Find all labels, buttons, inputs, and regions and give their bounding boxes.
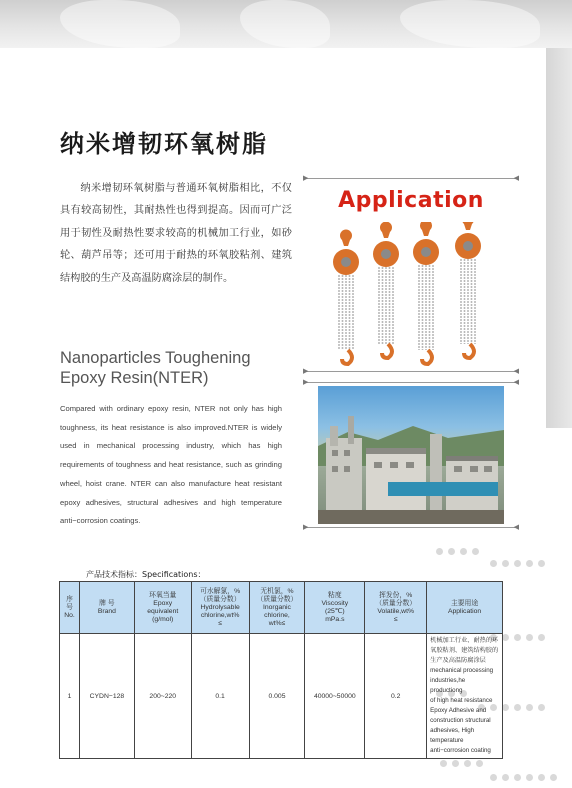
arrow-right-icon: ▶ [303, 174, 309, 182]
application-line: 机械加工行业、耐热的环 [430, 637, 499, 644]
decorative-dot [460, 548, 467, 555]
world-map-decoration [240, 0, 330, 48]
table-header-row [60, 582, 503, 634]
cell-brand: CYDN−128 [79, 634, 134, 759]
application-line: of high heat resistance [430, 697, 493, 704]
decorative-dot [464, 760, 471, 767]
arrow-right-icon: ▶ [303, 367, 309, 375]
header-line: Brand [97, 607, 116, 615]
application-image [318, 180, 504, 368]
header-line: Application [447, 607, 482, 615]
table-row [60, 634, 503, 759]
decorative-dot [514, 774, 521, 781]
decorative-dot [550, 774, 557, 781]
header-line: Inorganic [262, 603, 291, 611]
decorative-dot [502, 774, 509, 781]
header-line: 挥发份，% [379, 591, 413, 599]
cell-volatile: 0.2 [365, 634, 427, 759]
decorative-dot [526, 560, 533, 567]
header-line: (g/mol) [152, 615, 174, 623]
arrow-left-icon: ◀ [513, 174, 519, 182]
decorative-dot [502, 634, 509, 641]
header-line: (25℃) [324, 607, 345, 615]
header-volatile [365, 582, 427, 634]
header-line: （质量分数） [375, 599, 417, 607]
header-hydrolysable-chlorine [191, 582, 249, 634]
world-map-decoration [60, 0, 180, 48]
decorative-dot [514, 634, 521, 641]
header-line: No. [64, 611, 75, 619]
header-viscosity [305, 582, 365, 634]
header-line: chlorine, [264, 611, 290, 619]
header-line: ≤ [393, 615, 398, 623]
cell-epoxy: 200~220 [134, 634, 191, 759]
decorative-dot [514, 704, 521, 711]
header-line: 可水解氯，% [200, 587, 241, 595]
application-line: adhesives, High temperature [430, 727, 475, 744]
arrow-left-icon: ◀ [513, 367, 519, 375]
header-epoxy-equivalent [134, 582, 191, 634]
application-image-title: Application [338, 188, 484, 213]
header-line: 号 [66, 603, 73, 611]
arrow-right-icon: ▶ [303, 523, 309, 531]
arrow-left-icon: ◀ [513, 523, 519, 531]
decorative-dot [440, 760, 447, 767]
header-line: equivalent [147, 607, 179, 615]
header-line: 粘度 [328, 591, 342, 599]
application-line: anti−corrosion coating [430, 747, 491, 754]
decorative-dot [538, 774, 545, 781]
cell-hydrolysable: 0.1 [191, 634, 249, 759]
header-brand [79, 582, 134, 634]
decorative-dot [490, 774, 497, 781]
application-line: 生产及高温防腐涂层 [430, 657, 486, 664]
side-decoration-strip [546, 48, 572, 428]
decorative-dot [476, 760, 483, 767]
decorative-dot [502, 704, 509, 711]
decorative-dot [490, 560, 497, 567]
header-line: 牌 号 [99, 599, 115, 607]
world-map-decoration [400, 0, 540, 48]
header-line: Viscosity [321, 599, 349, 607]
specifications-table [59, 581, 503, 759]
decorative-dot [526, 704, 533, 711]
header-no [60, 582, 80, 634]
cell-application [427, 634, 503, 759]
decorative-dot [472, 548, 479, 555]
header-line: Epoxy [153, 599, 173, 607]
hoist-crane-illustration [318, 222, 504, 372]
specifications-label: 产品技术指标：Specifications： [86, 570, 206, 579]
header-background [0, 0, 572, 48]
decorative-dot [538, 704, 545, 711]
header-line: Hydrolysable [200, 603, 240, 611]
decorative-dot [452, 760, 459, 767]
header-line: 序 [66, 595, 73, 603]
arrow-left-icon: ◀ [513, 378, 519, 386]
decorative-dot [502, 560, 509, 567]
application-line: 氧胶粘剂、建筑结构胶的 [430, 647, 499, 654]
page-title-cn: 纳米增韧环氧树脂 [60, 130, 268, 158]
chemical-plant-photo [318, 386, 504, 524]
decorative-dot [538, 560, 545, 567]
header-line: chlorine,wt% [200, 611, 240, 619]
header-line: （质量分数） [256, 595, 298, 603]
decorative-dot [526, 634, 533, 641]
decorative-dot [436, 548, 443, 555]
application-line: Epoxy Adhesive and [430, 707, 487, 714]
header-line: mPa.s [325, 615, 345, 623]
header-line: （质量分数） [199, 595, 241, 603]
intro-paragraph-cn: 纳米增韧环氧树脂与普通环氧树脂相比，不仅具有较高韧性，其耐热性也得到提高。因而可广泛用于韧性及耐热性要求较高的机械加工行业，如砂轮、葫芦吊等；还可用于耐热的环氧胶粘剂、建筑结构胶的生产及高温防腐涂层的制作。 [60, 183, 292, 284]
header-line: 环氧当量 [149, 591, 177, 599]
chemical-plant-illustration [318, 386, 504, 524]
application-line: construction structural [430, 717, 491, 724]
application-line: mechanical processing [430, 667, 494, 674]
header-line: 主要用途 [450, 599, 479, 607]
arrow-right-icon: ▶ [303, 378, 309, 386]
intro-paragraph-en: Compared with ordinary epoxy resin, NTER not only has high toughness, its heat resistance is also improved.NTER is widely used in mechanical processing industry, which has high requirements of toughness and heat resistance, such as grinding wheel, hoist crane. NTER can also manufacture heat resistant epoxy adhesives, structural adhesives and high temperature anti−corrosion coatings. [60, 404, 282, 526]
cell-no: 1 [60, 634, 80, 759]
application-line: industries,he productiong [430, 677, 466, 694]
cell-inorganic: 0.005 [249, 634, 305, 759]
decorative-dot [526, 774, 533, 781]
page-title-en: Nanoparticles Toughening Epoxy Resin(NTER) [60, 349, 251, 387]
cell-viscosity: 40000~50000 [305, 634, 365, 759]
header-application [427, 582, 503, 634]
header-line: 无机氯，% [260, 587, 294, 595]
header-line: wt%≤ [268, 619, 286, 627]
decorative-dot [514, 560, 521, 567]
header-inorganic-chlorine [249, 582, 305, 634]
header-line: Volatile,wt% [377, 607, 415, 615]
decorative-dot [448, 548, 455, 555]
header-line: ≤ [218, 619, 222, 627]
decorative-dot [538, 634, 545, 641]
